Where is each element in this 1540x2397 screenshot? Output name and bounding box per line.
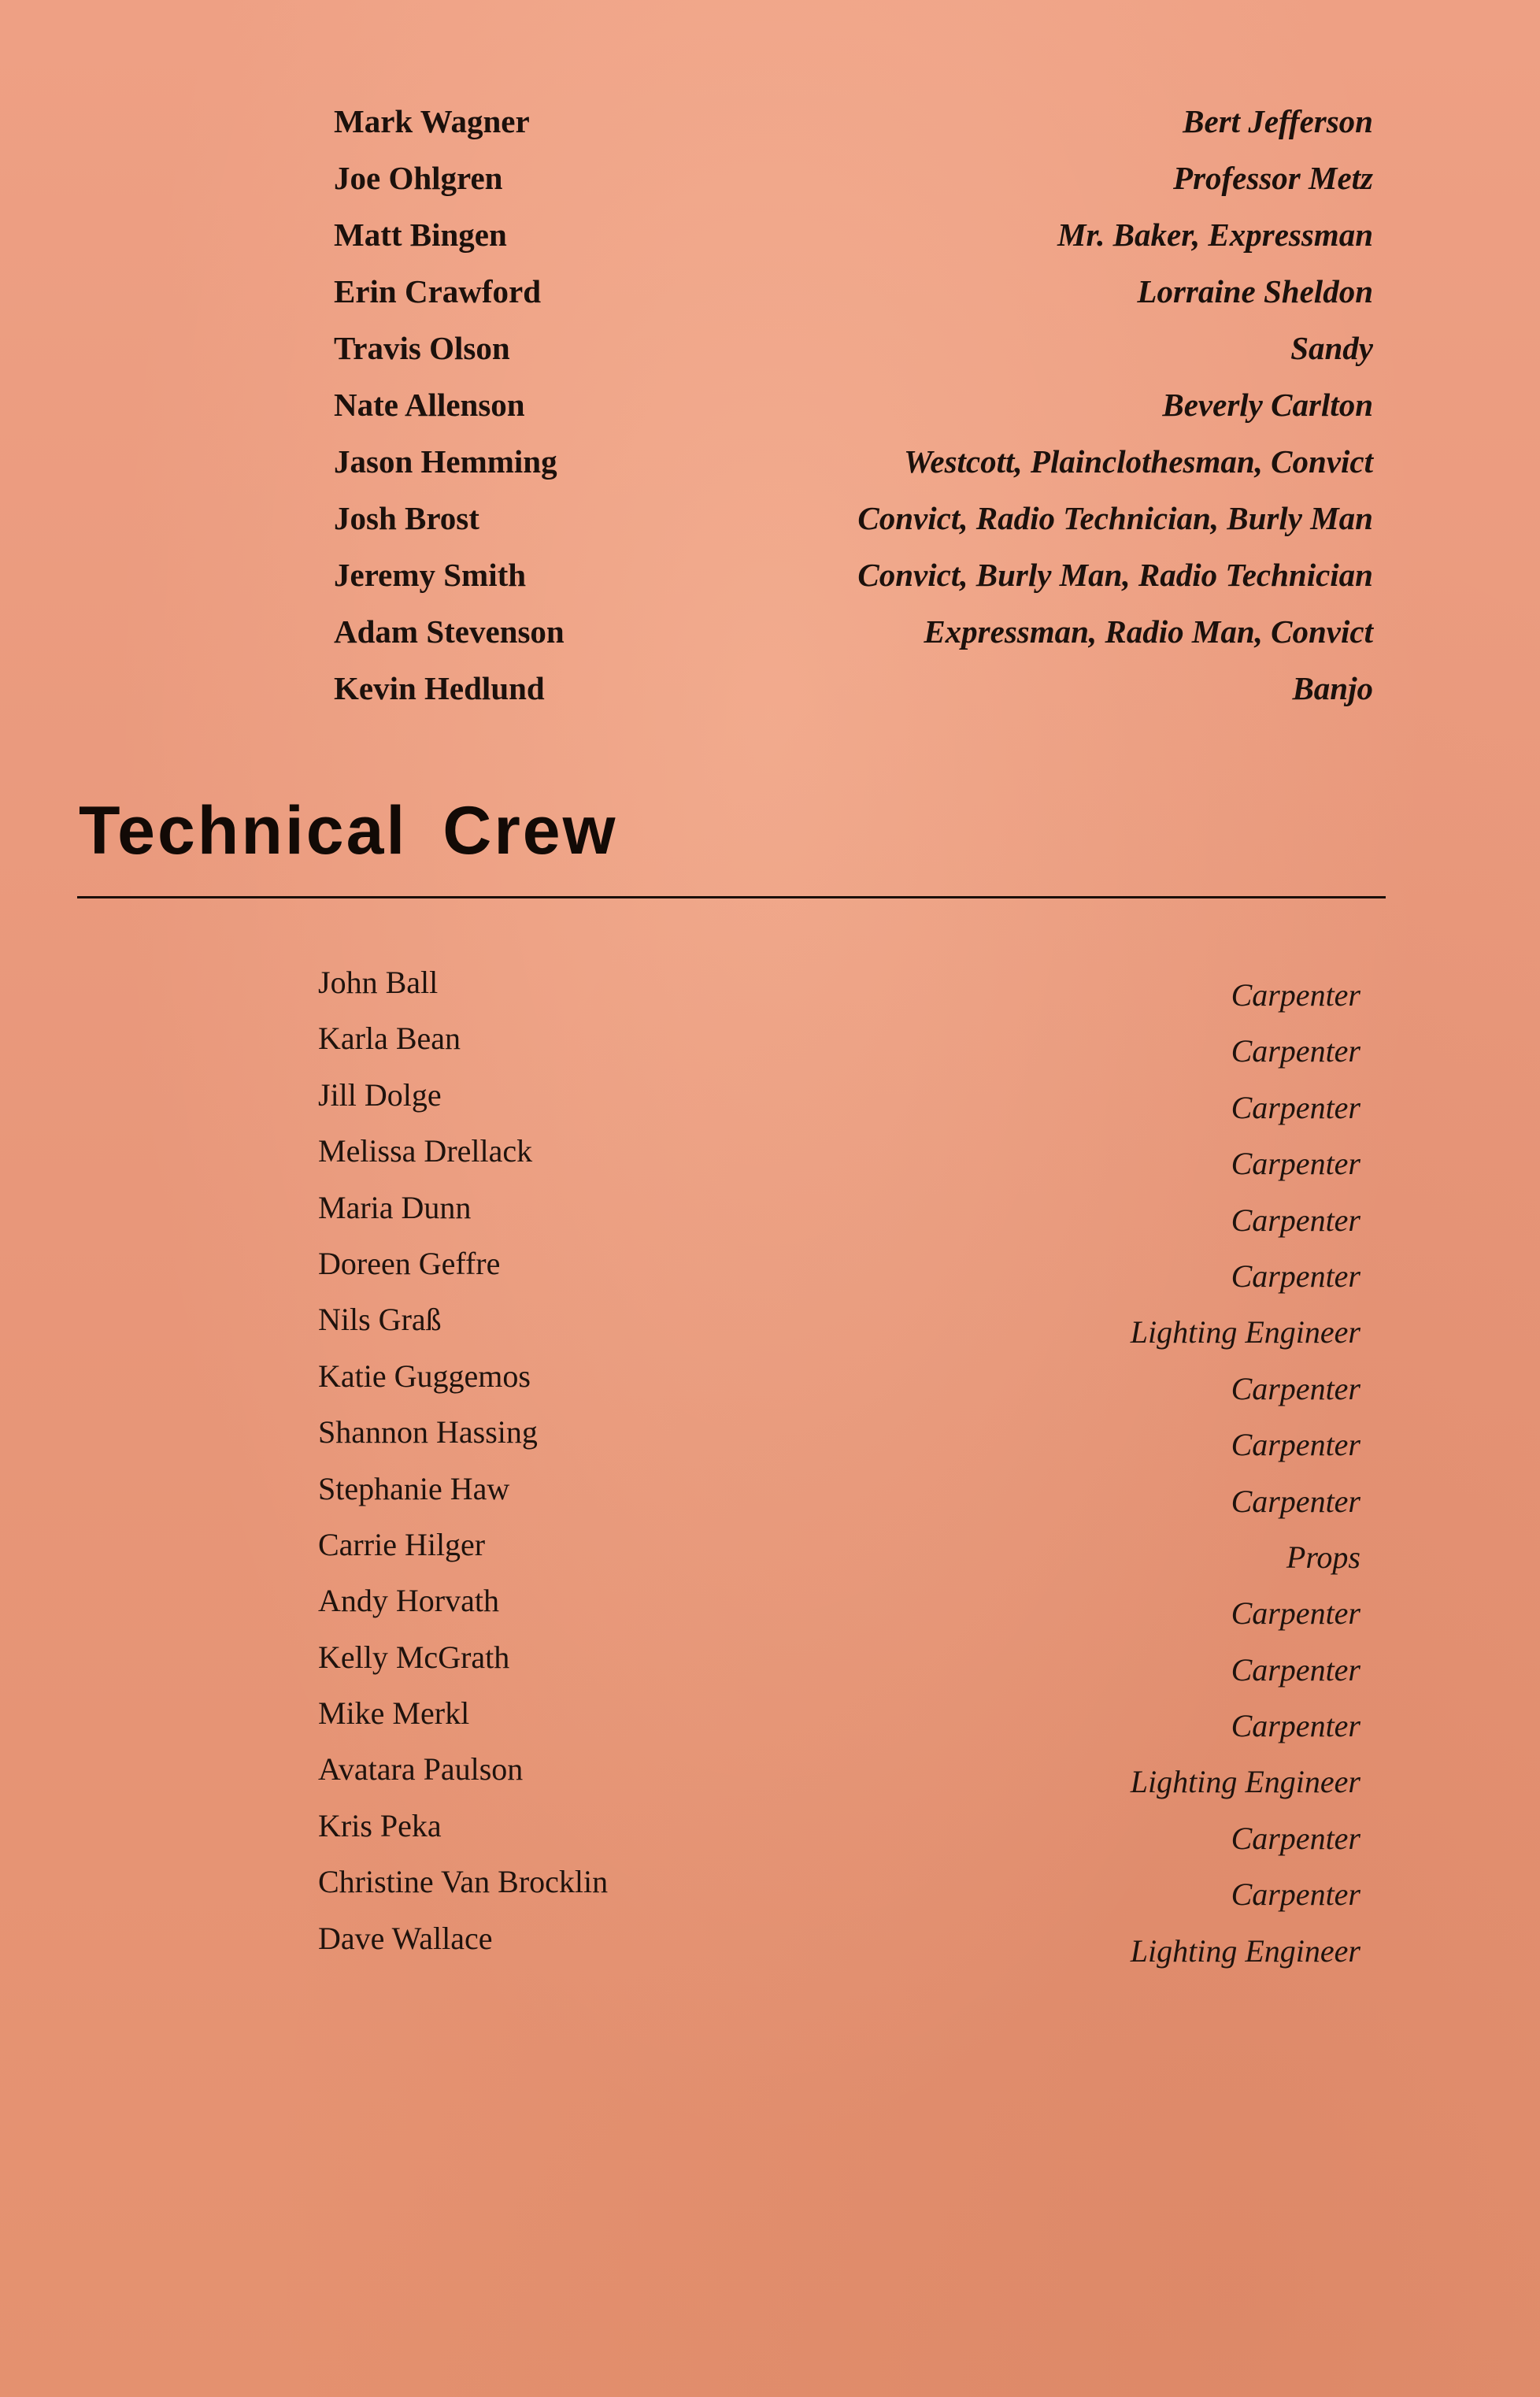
cast-actor-name: Matt Bingen bbox=[334, 217, 507, 253]
cast-row bbox=[0, 603, 1540, 660]
technical-crew-heading: Technical Crew bbox=[79, 793, 618, 869]
cast-role: Sandy bbox=[1290, 330, 1373, 366]
crew-row bbox=[0, 1911, 1540, 1967]
cast-row bbox=[0, 490, 1540, 546]
crew-member-name: John Ball bbox=[318, 965, 439, 1000]
crew-member-name: Mike Merkl bbox=[318, 1695, 470, 1732]
crew-member-job: Carpenter bbox=[1231, 1370, 1360, 1406]
crew-member-name: Carrie Hilger bbox=[318, 1526, 486, 1562]
cast-role: Beverly Carlton bbox=[1162, 387, 1373, 423]
cast-actor-name: Nate Allenson bbox=[334, 387, 525, 423]
cast-actor-name: Travis Olson bbox=[334, 330, 510, 366]
crew-row bbox=[0, 1068, 1540, 1124]
crew-member-name: Maria Dunn bbox=[318, 1189, 472, 1225]
crew-member-job: Carpenter bbox=[1231, 1089, 1360, 1125]
crew-row bbox=[0, 955, 1540, 1011]
crew-row bbox=[0, 1799, 1540, 1854]
cast-row bbox=[0, 93, 1540, 150]
cast-role: Professor Metz bbox=[1173, 160, 1373, 196]
crew-row bbox=[0, 1573, 1540, 1632]
cast-actor-name: Erin Crawford bbox=[334, 273, 542, 309]
crew-member-name: Dave Wallace bbox=[318, 1920, 493, 1956]
crew-row bbox=[0, 1517, 1540, 1573]
crew-member-job: Carpenter bbox=[1231, 1876, 1360, 1913]
crew-row bbox=[0, 1124, 1540, 1180]
cast-actor-name: Kevin Hedlund bbox=[334, 670, 545, 706]
crew-member-job: Carpenter bbox=[1231, 1258, 1360, 1294]
crew-row bbox=[0, 1236, 1540, 1292]
crew-row bbox=[0, 1854, 1540, 1913]
cast-actor-name: Adam Stevenson bbox=[334, 613, 565, 650]
cast-actor-name: Joe Ohlgren bbox=[334, 160, 503, 196]
crew-member-name: Katie Guggemos bbox=[318, 1358, 531, 1394]
crew-member-job: Lighting Engineer bbox=[1130, 1314, 1360, 1350]
cast-role: Bert Jefferson bbox=[1183, 103, 1373, 139]
crew-member-name: Nils Graß bbox=[318, 1302, 442, 1338]
crew-member-name: Doreen Geffre bbox=[318, 1245, 501, 1281]
crew-row bbox=[0, 1686, 1540, 1742]
cast-role: Convict, Burly Man, Radio Technician bbox=[857, 557, 1373, 593]
cast-list bbox=[0, 93, 1540, 717]
crew-row bbox=[0, 1292, 1540, 1348]
cast-actor-name: Jason Hemming bbox=[334, 443, 557, 480]
cast-role: Lorraine Sheldon bbox=[1137, 273, 1373, 309]
crew-row bbox=[0, 1011, 1540, 1067]
cast-role: Banjo bbox=[1292, 670, 1373, 706]
crew-member-job: Carpenter bbox=[1231, 1651, 1360, 1688]
cast-actor-name: Jeremy Smith bbox=[334, 557, 527, 593]
crew-row bbox=[0, 1462, 1540, 1517]
cast-row bbox=[0, 320, 1540, 376]
crew-member-name: Kelly McGrath bbox=[318, 1639, 510, 1675]
cast-row bbox=[0, 433, 1540, 490]
cast-role: Convict, Radio Technician, Burly Man bbox=[857, 500, 1373, 536]
cast-row bbox=[0, 376, 1540, 433]
crew-member-name: Stephanie Haw bbox=[318, 1470, 510, 1506]
crew-member-job: Carpenter bbox=[1231, 1033, 1360, 1069]
crew-row bbox=[0, 1630, 1540, 1686]
section-divider bbox=[77, 896, 1386, 898]
crew-member-name: Karla Bean bbox=[318, 1021, 461, 1057]
crew-member-name: Shannon Hassing bbox=[318, 1414, 538, 1450]
cast-row bbox=[0, 150, 1540, 206]
crew-row bbox=[0, 1742, 1540, 1798]
cast-row bbox=[0, 263, 1540, 320]
crew-member-name: Jill Dolge bbox=[318, 1076, 442, 1113]
crew-member-name: Kris Peka bbox=[318, 1807, 442, 1843]
crew-member-job: Lighting Engineer bbox=[1130, 1764, 1360, 1800]
crew-row bbox=[0, 1405, 1540, 1461]
crew-member-job: Carpenter bbox=[1231, 977, 1360, 1013]
cast-row bbox=[0, 206, 1540, 263]
crew-member-job: Carpenter bbox=[1231, 1595, 1360, 1632]
crew-row bbox=[0, 1349, 1540, 1405]
crew-member-job: Carpenter bbox=[1231, 1146, 1360, 1182]
cast-role: Expressman, Radio Man, Convict bbox=[924, 613, 1373, 650]
crew-list bbox=[0, 955, 1540, 1967]
cast-role: Mr. Baker, Expressman bbox=[1057, 217, 1373, 253]
crew-member-name: Avatara Paulson bbox=[318, 1751, 524, 1788]
crew-member-job: Lighting Engineer bbox=[1130, 1932, 1360, 1969]
crew-member-job: Carpenter bbox=[1231, 1820, 1360, 1856]
crew-member-job: Carpenter bbox=[1231, 1427, 1360, 1463]
cast-actor-name: Josh Brost bbox=[334, 500, 479, 536]
cast-row bbox=[0, 546, 1540, 603]
crew-member-name: Christine Van Brocklin bbox=[318, 1864, 609, 1900]
crew-member-job: Carpenter bbox=[1231, 1708, 1360, 1744]
cast-actor-name: Mark Wagner bbox=[334, 103, 530, 139]
crew-row bbox=[0, 1180, 1540, 1236]
crew-member-job: Carpenter bbox=[1231, 1483, 1360, 1519]
crew-member-name: Andy Horvath bbox=[318, 1583, 499, 1619]
cast-role: Westcott, Plainclothesman, Convict bbox=[903, 443, 1373, 480]
crew-member-name: Melissa Drellack bbox=[318, 1133, 533, 1169]
crew-member-job: Carpenter bbox=[1231, 1202, 1360, 1238]
cast-row bbox=[0, 660, 1540, 717]
crew-member-job: Props bbox=[1286, 1539, 1360, 1575]
